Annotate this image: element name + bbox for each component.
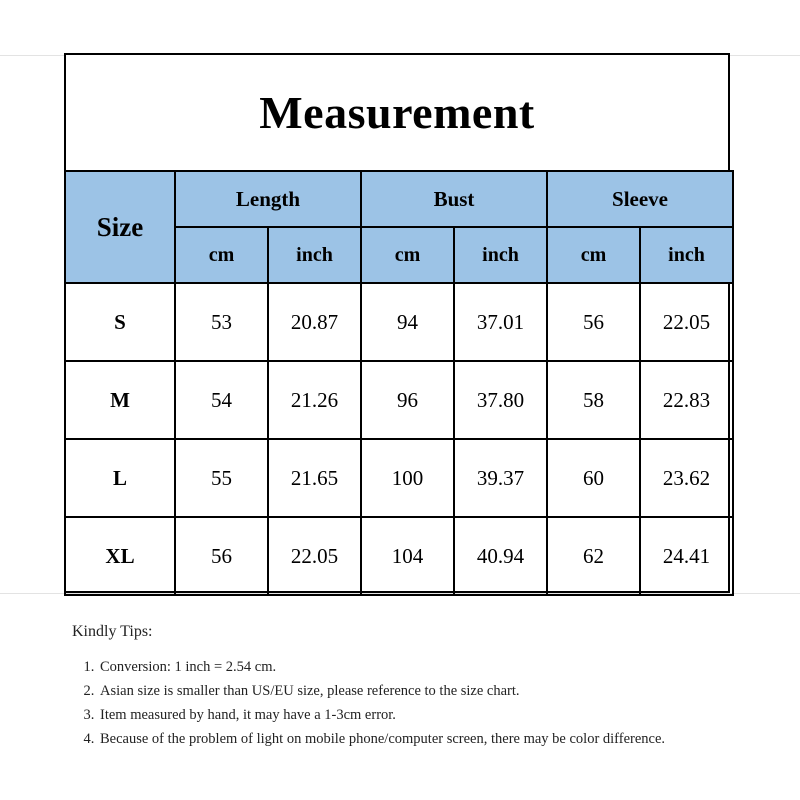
list-item: 3. Item measured by hand, it may have a 1-3cm error. bbox=[98, 703, 772, 727]
table-cell: 21.65 bbox=[268, 439, 361, 517]
unit-header-length-cm: cm bbox=[175, 227, 268, 283]
length-group-header: Length bbox=[175, 171, 361, 227]
unit-header-length-inch: inch bbox=[268, 227, 361, 283]
size-cell: M bbox=[65, 361, 175, 439]
page-title: Measurement bbox=[259, 87, 535, 138]
table-cell: 94 bbox=[361, 283, 454, 361]
table-cell: 37.80 bbox=[454, 361, 547, 439]
table-cell: 39.37 bbox=[454, 439, 547, 517]
table-cell: 96 bbox=[361, 361, 454, 439]
tips-title: Kindly Tips: bbox=[72, 623, 153, 640]
tips-list bbox=[72, 655, 772, 751]
table-cell: 55 bbox=[175, 439, 268, 517]
table-cell: 56 bbox=[547, 283, 640, 361]
unit-header-bust-cm: cm bbox=[361, 227, 454, 283]
table-cell: 54 bbox=[175, 361, 268, 439]
table-cell: 24.41 bbox=[640, 517, 733, 595]
table-cell: 56 bbox=[175, 517, 268, 595]
table-cell: 21.26 bbox=[268, 361, 361, 439]
table-cell: 53 bbox=[175, 283, 268, 361]
unit-header-sleeve-cm: cm bbox=[547, 227, 640, 283]
size-cell: XL bbox=[65, 517, 175, 595]
table-row bbox=[65, 517, 733, 595]
size-table bbox=[64, 170, 734, 596]
size-column-header: Size bbox=[65, 171, 175, 283]
table-header-row-groups bbox=[65, 171, 733, 227]
table-cell: 104 bbox=[361, 517, 454, 595]
size-cell: L bbox=[65, 439, 175, 517]
table-cell: 22.83 bbox=[640, 361, 733, 439]
bust-group-header: Bust bbox=[361, 171, 547, 227]
size-cell: S bbox=[65, 283, 175, 361]
list-item: 4. Because of the problem of light on mobile phone/computer screen, there may be color difference. bbox=[98, 727, 772, 751]
list-item: 1. Conversion: 1 inch = 2.54 cm. bbox=[98, 655, 772, 679]
sleeve-group-header: Sleeve bbox=[547, 171, 733, 227]
table-cell: 40.94 bbox=[454, 517, 547, 595]
table-cell: 60 bbox=[547, 439, 640, 517]
table-cell: 37.01 bbox=[454, 283, 547, 361]
table-row bbox=[65, 283, 733, 361]
table-cell: 100 bbox=[361, 439, 454, 517]
table-cell: 22.05 bbox=[268, 517, 361, 595]
unit-header-bust-inch: inch bbox=[454, 227, 547, 283]
table-cell: 62 bbox=[547, 517, 640, 595]
unit-header-sleeve-inch: inch bbox=[640, 227, 733, 283]
size-chart-panel bbox=[64, 53, 730, 593]
table-cell: 22.05 bbox=[640, 283, 733, 361]
tips-section bbox=[72, 623, 772, 751]
table-cell: 58 bbox=[547, 361, 640, 439]
table-row bbox=[65, 439, 733, 517]
list-item: 2. Asian size is smaller than US/EU size, please reference to the size chart. bbox=[98, 679, 772, 703]
table-cell: 23.62 bbox=[640, 439, 733, 517]
table-cell: 20.87 bbox=[268, 283, 361, 361]
table-row bbox=[65, 361, 733, 439]
